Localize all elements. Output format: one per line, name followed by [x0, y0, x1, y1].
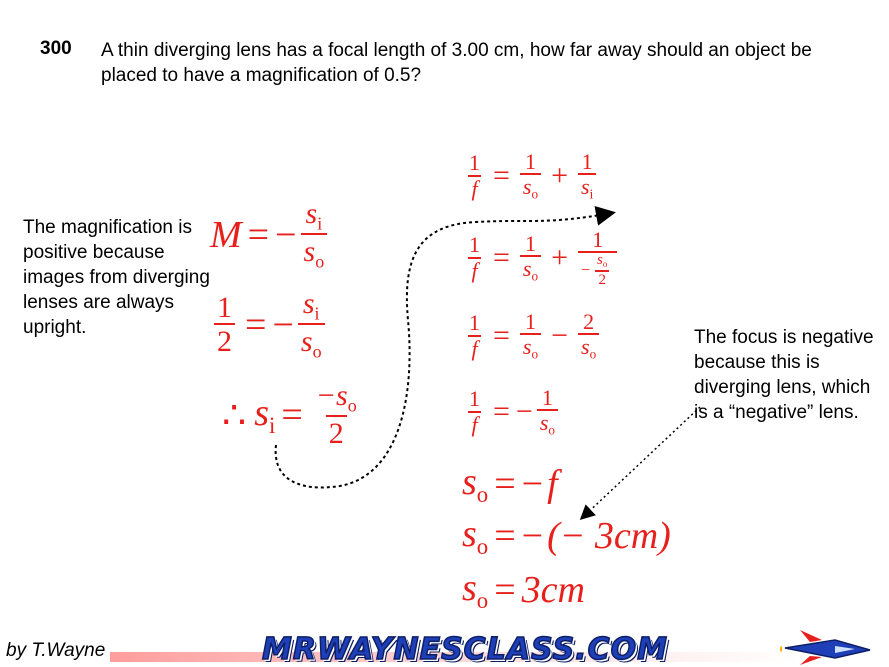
rocket-icon: [780, 628, 875, 666]
eq-lens-3: $\frac{1}{f}$ = $\frac{1}{s_o}$ − $\frac{2}{s_o}$: [462, 310, 603, 362]
author-credit: by T.Wayne: [6, 640, 106, 661]
focus-note: The focus is negative because this is diverging lens, which is a “negative” lens.: [694, 327, 874, 423]
site-logo: MRWAYNESCLASS.COM: [262, 632, 668, 667]
magnification-note: The magnification is positive because images from diverging lenses are always upright.: [23, 217, 210, 338]
equals-sign: =: [245, 304, 267, 347]
symbol-M: M: [210, 214, 242, 257]
symbol-si: $s_i$: [254, 392, 276, 439]
focus-arrow: [582, 407, 700, 518]
fraction-si-so: $\frac{s_i}{s_o}$: [298, 288, 325, 362]
question-number: 300: [40, 38, 72, 59]
eq-so-neg-neg3: $s_o$ = − (− 3cm): [462, 513, 671, 559]
eq-so-neg-f: $s_o$ = − f: [462, 461, 558, 507]
minus-sign: −: [272, 304, 294, 347]
fraction-one-half: $\frac{1}{2}$: [214, 292, 235, 359]
eq-lens-1: $\frac{1}{f}$ = $\frac{1}{s_o}$ + $\frac{1}{s_i}$: [462, 150, 600, 202]
fraction-neg-so-2: $\frac{-s_o}{2}$: [315, 379, 357, 451]
substitution-arrow: [276, 213, 612, 487]
therefore-symbol: ∴: [222, 394, 247, 437]
equals-sign: =: [281, 394, 303, 437]
question-text: A thin diverging lens has a focal length of 3.00 cm, how far away should an object be placed to have a magnification of 0.5?: [101, 40, 812, 86]
minus-sign: −: [275, 214, 297, 257]
eq-so-result: $s_o$ = 3cm: [462, 567, 585, 613]
eq-lens-2: $\frac{1}{f}$ = $\frac{1}{s_o}$ + 1 − $\frac{s_o}{2}$: [462, 228, 621, 288]
eq-lens-4: $\frac{1}{f}$ = − $\frac{1}{s_o}$: [462, 386, 562, 438]
equals-sign: =: [247, 214, 270, 257]
fraction-si-so: $\frac{s_i}{s_o}$: [301, 198, 328, 272]
